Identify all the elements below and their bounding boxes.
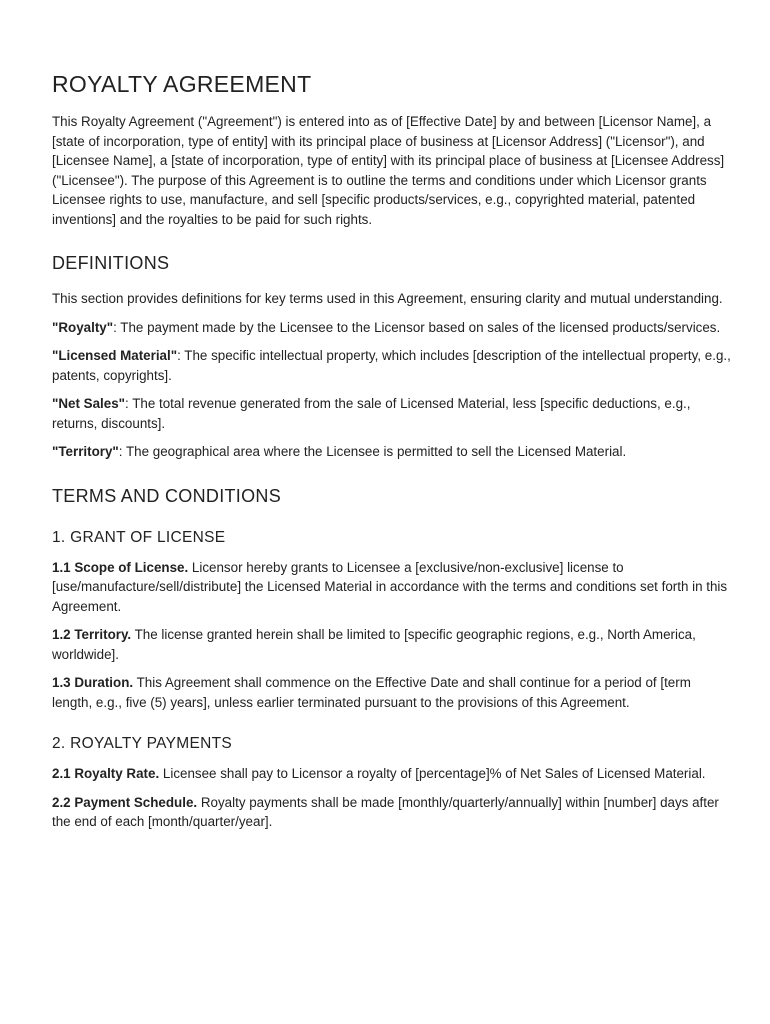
clause-text: Royalty payments shall be made [monthly/quarterly/annually] within [number] days after the end of each [month/quarter/year]. (52, 794, 719, 829)
definition-term: "Net Sales" (52, 396, 125, 411)
clause-2-2 (52, 793, 732, 832)
definition-text: : The total revenue generated from the sale of Licensed Material, less [specific deductions, e.g., returns, discounts]. (52, 396, 691, 431)
definition-term: "Royalty" (52, 319, 114, 335)
clause-label: 1.1 Scope of License. (52, 559, 189, 575)
royalty-payments-heading: 2. ROYALTY PAYMENTS (52, 735, 232, 752)
intro-paragraph: This Royalty Agreement ("Agreement") is entered into as of [Effective Date] by and between [Licensor Name], a [state of incorporation, type of entity] with its principal place of business at [Licensor Address] ("Licensor"), and [Licensee Name], a [state of incorporation, type of entity] with its principal place of business at [Licensee Address] ("Licensee"). The purpose of this Agreement is to outline the terms and conditions under which Licensor grants Licensee rights to use, manufacture, and sell [specific products/services, e.g., copyrighted material, patented inventions] and the royalties to be paid for such rights. (52, 114, 725, 227)
definition-term: "Territory" (52, 444, 119, 459)
definition-territory (52, 442, 732, 462)
document-page (52, 70, 732, 841)
definition-text: : The payment made by the Licensee to the Licensor based on sales of the licensed products/services. (113, 319, 721, 335)
definition-text: : The geographical area where the Licensee is permitted to sell the Licensed Material. (118, 444, 627, 459)
clause-text: This Agreement shall commence on the Effective Date and shall continue for a period of [term length, e.g., five (5) years], unless earlier terminated pursuant to the provisions of this Agreement. (52, 675, 691, 710)
clause-label: 1.2 Territory. (52, 627, 132, 642)
clause-2-1 (52, 764, 732, 784)
definition-net-sales (52, 394, 732, 433)
clause-1-1 (52, 558, 732, 617)
definition-licensed-material (52, 346, 732, 385)
definition-royalty (52, 318, 732, 338)
definition-text: : The specific intellectual property, which includes [description of the intellectual property, e.g., patents, copyrights]. (52, 348, 731, 383)
clause-text: The license granted herein shall be limited to [specific geographic regions, e.g., North America, worldwide]. (52, 627, 696, 662)
clause-label: 1.3 Duration. (52, 675, 134, 690)
definitions-intro: This section provides definitions for key terms used in this Agreement, ensuring clarity and mutual understanding. (52, 291, 723, 306)
clause-1-2 (52, 625, 732, 664)
clause-1-3 (52, 673, 732, 712)
definitions-heading: DEFINITIONS (52, 253, 170, 273)
clause-text: Licensor hereby grants to Licensee a [exclusive/non-exclusive] license to [use/manufacture/sell/distribute] the Licensed Material in accordance with the terms and conditions set forth in this Agreement. (52, 559, 728, 614)
terms-heading: TERMS AND CONDITIONS (52, 485, 282, 506)
document-title: ROYALTY AGREEMENT (52, 71, 312, 97)
grant-of-license-heading: 1. GRANT OF LICENSE (52, 528, 226, 546)
definition-term: "Licensed Material" (52, 348, 178, 363)
clause-label: 2.1 Royalty Rate. (52, 766, 160, 781)
clause-text: Licensee shall pay to Licensor a royalty of [percentage]% of Net Sales of Licensed Material. (159, 766, 706, 781)
clause-label: 2.2 Payment Schedule. (52, 794, 198, 810)
